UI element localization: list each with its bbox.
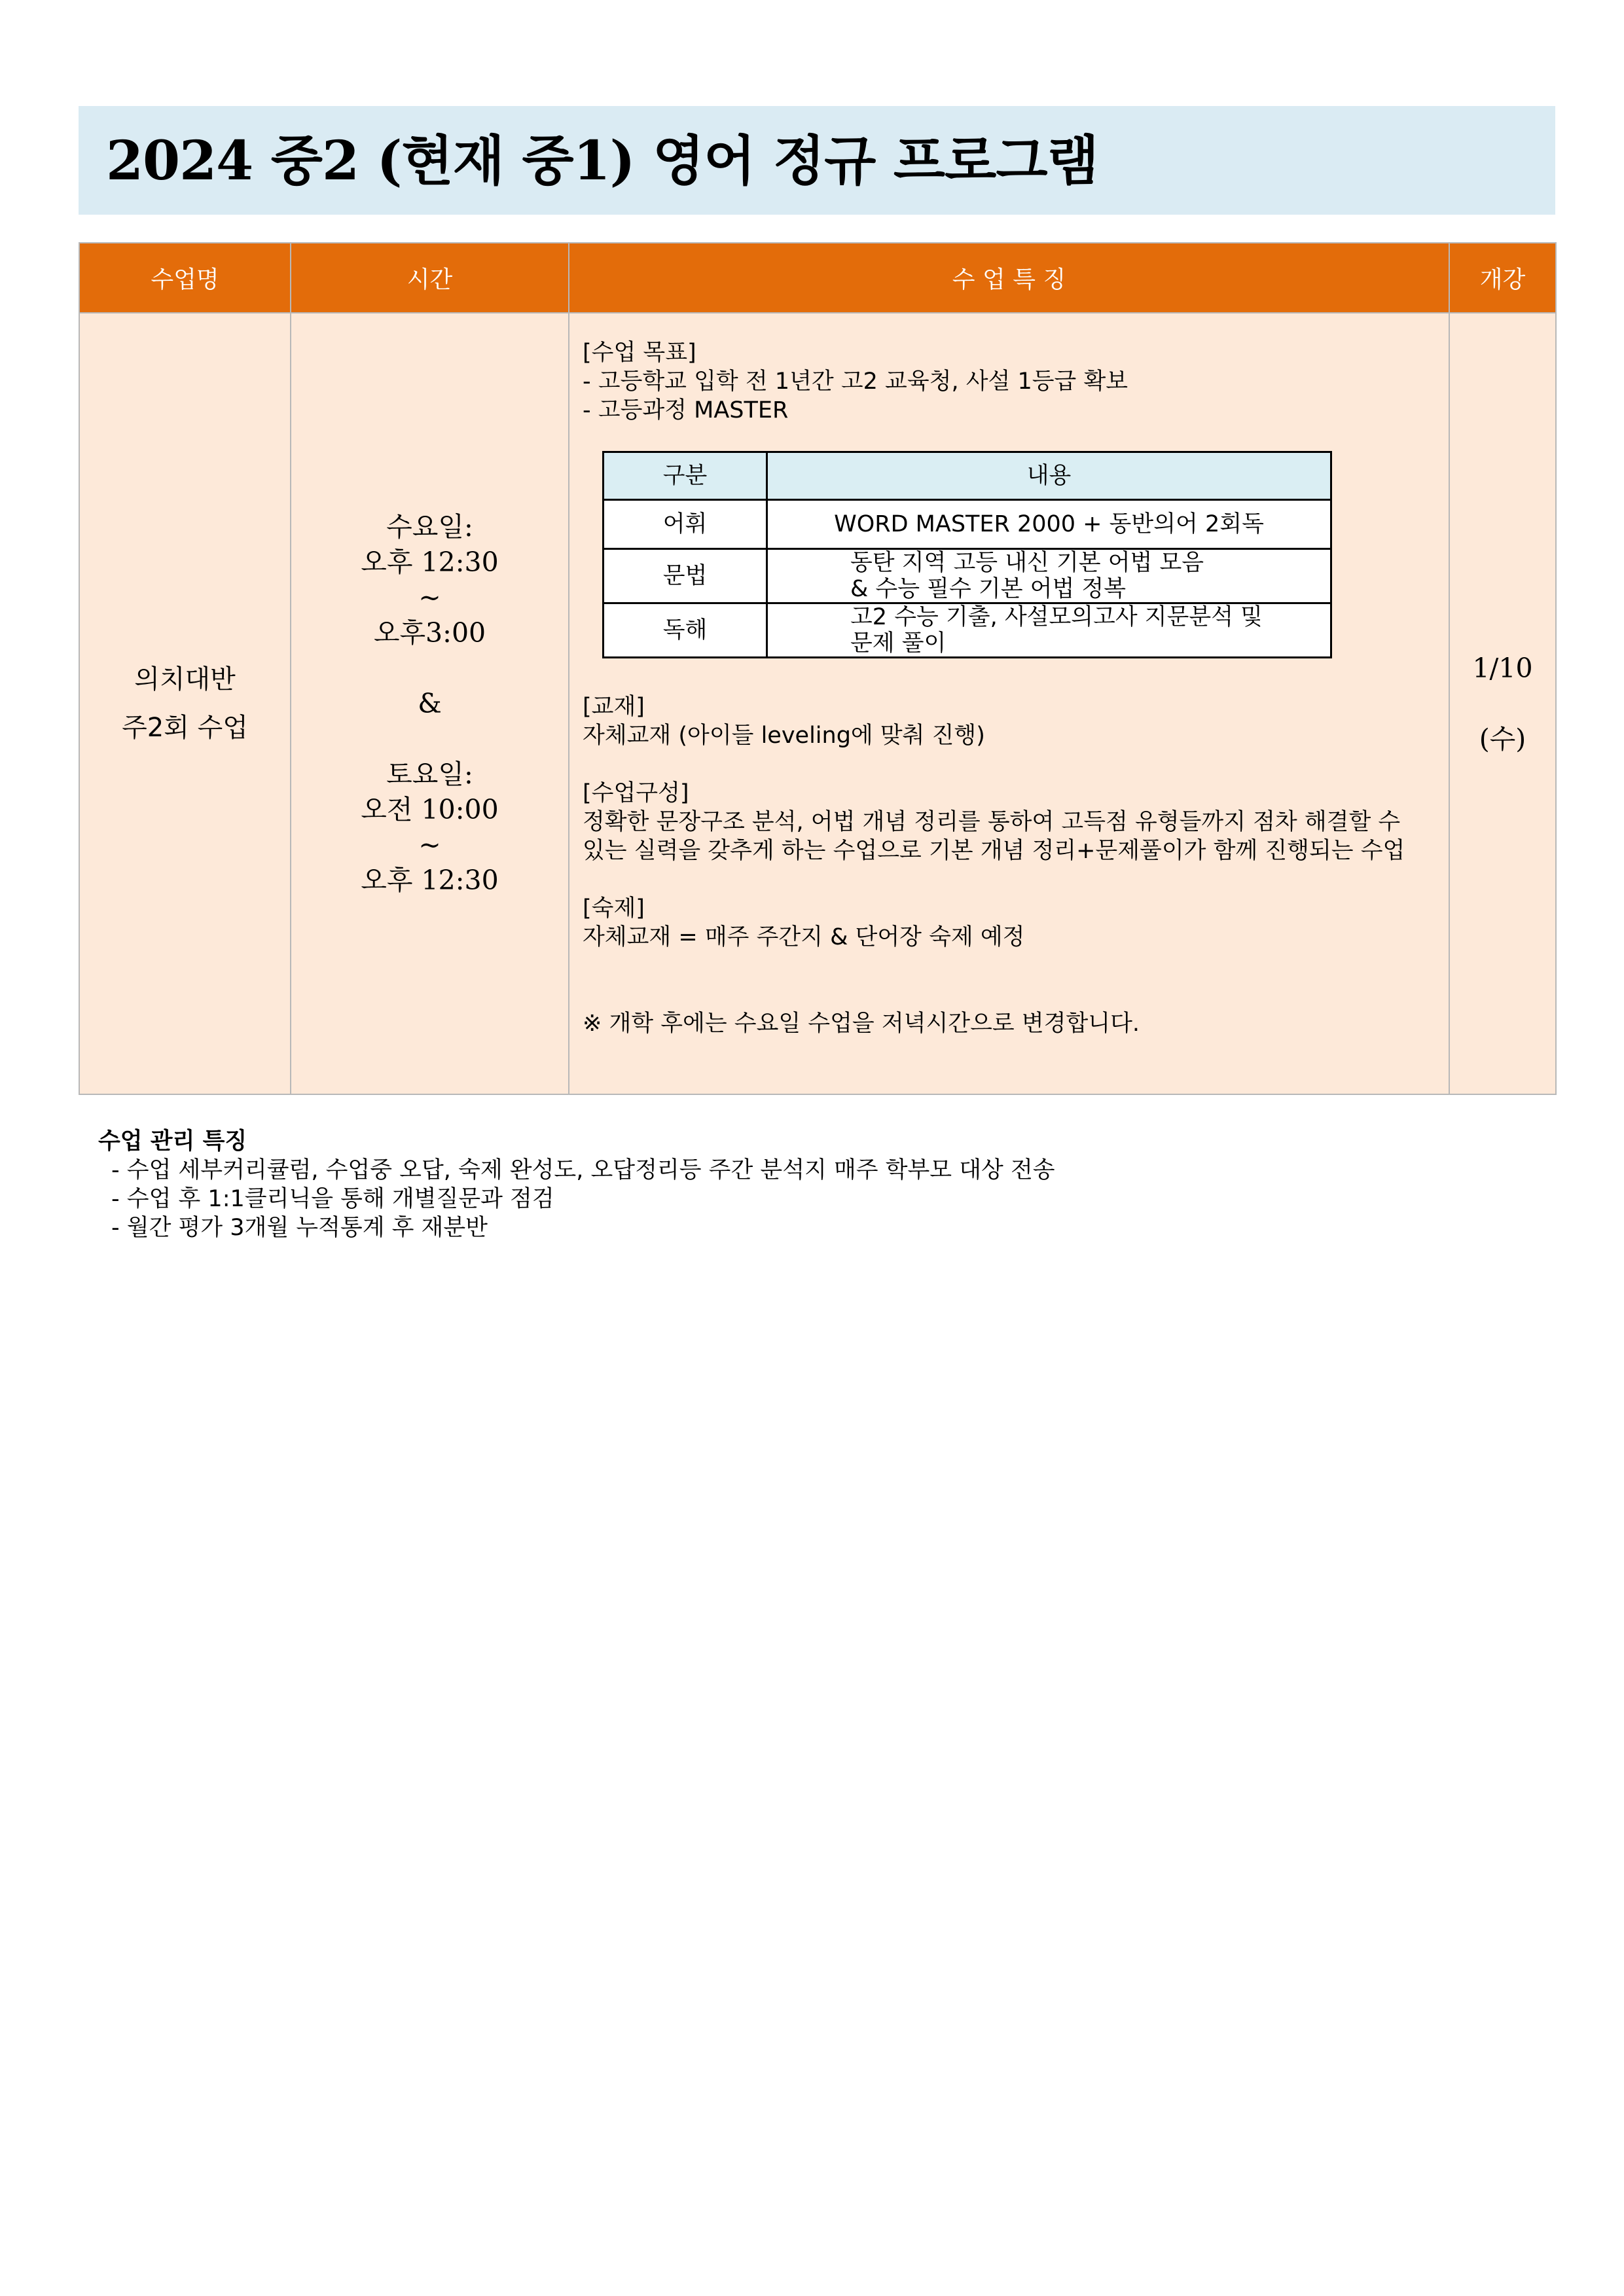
opening-cell [1449,313,1556,1094]
goal-line: - 고등과정 MASTER [583,397,789,423]
opening-day: (수) [1479,723,1526,755]
spacer [583,750,1435,779]
spacer [583,980,1435,1009]
schedule-line: & [418,688,442,719]
schedule-line: 오후3:00 [373,617,486,649]
structure-heading: [수업구성] [583,780,689,806]
notes-item: - 월간 평가 3개월 누적통계 후 재분반 [111,1215,488,1241]
goal-heading: [수업 목표] [583,340,696,366]
table-row [604,500,1331,549]
curriculum-content [767,603,1331,658]
homework-heading: [숙제] [583,895,645,922]
schedule-cell [291,313,569,1094]
schedule-line: 오후 12:30 [361,547,499,578]
table-row [79,313,1556,1094]
header-opening: 개강 [1449,243,1556,313]
goal-line: - 고등학교 입학 전 1년간 고2 교육청, 사설 1등급 확보 [583,368,1128,395]
textbook-heading: [교재] [583,694,645,720]
notes-heading: 수업 관리 특징 [98,1128,247,1155]
curriculum-header-row [604,452,1331,500]
notes-item: - 수업 후 1:1클리닉을 통해 개별질문과 점검 [111,1186,554,1212]
spacer [583,865,1435,894]
features-cell [569,313,1449,1094]
textbook-text: 자체교재 (아이들 leveling에 맞춰 진행) [583,723,985,749]
table-row [604,549,1331,603]
schedule-line: 토요일: [386,759,473,790]
curriculum-content-line: 문제 풀이 [850,630,947,656]
curriculum-table [602,451,1332,658]
management-notes [98,1127,1055,1242]
curriculum-content-line: & 수능 필수 기본 어법 정복 [850,576,1127,602]
table-header-row [79,243,1556,313]
schedule-gap [291,721,568,757]
schedule-line: 오후 12:30 [361,865,499,896]
structure-line: 있는 실력을 갖추게 하는 수업으로 기본 개념 정리+문제풀이가 함께 진행되는 수업 [583,838,1405,864]
class-name-cell [79,313,291,1094]
curriculum-content-line: 동탄 지역 고등 내신 기본 어법 모음 [850,550,1204,576]
schedule-line: 오전 10:00 [361,794,499,825]
opening-date: 1/10 [1472,653,1533,684]
schedule-gap [291,651,568,686]
homework-text: 자체교재 = 매주 주간지 & 단어장 숙제 예정 [583,924,1025,950]
header-features: 수 업 특 징 [569,243,1449,313]
notes-item: - 수업 세부커리큘럼, 수업중 오답, 숙제 완성도, 오답정리등 주간 분석지 매주 학부모 대상 전송 [111,1157,1055,1183]
schedule-line: ~ [418,582,441,613]
notice-text: ※ 개학 후에는 수요일 수업을 저녁시간으로 변경합니다. [583,1011,1140,1037]
structure-line: 정확한 문장구조 분석, 어법 개념 정리를 통하여 고득점 유형들까지 점차 해결할 수 [583,809,1401,835]
curriculum-category: 어휘 [604,500,767,549]
header-time: 시간 [291,243,569,313]
class-name-line: 의치대반 [134,664,236,694]
opening-gap [1450,686,1555,721]
curriculum-header-category: 구분 [604,452,767,500]
schedule-line: ~ [418,829,441,861]
spacer [583,952,1435,980]
curriculum-content: WORD MASTER 2000 + 동반의어 2회독 [767,500,1331,549]
curriculum-category: 독해 [604,603,767,658]
curriculum-header-content: 내용 [767,452,1331,500]
schedule-line: 수요일: [386,511,473,543]
program-table [79,242,1557,1095]
header-class-name: 수업명 [79,243,291,313]
table-row [604,603,1331,658]
class-name-line: 주2회 수업 [122,713,248,743]
curriculum-category: 문법 [604,549,767,603]
curriculum-content [767,549,1331,603]
page-title: 2024 중2 (현재 중1) 영어 정규 프로그램 [106,130,1098,192]
curriculum-content-line: 고2 수능 기출, 사설모의고사 지문분석 및 [850,604,1263,630]
title-band [79,106,1555,215]
